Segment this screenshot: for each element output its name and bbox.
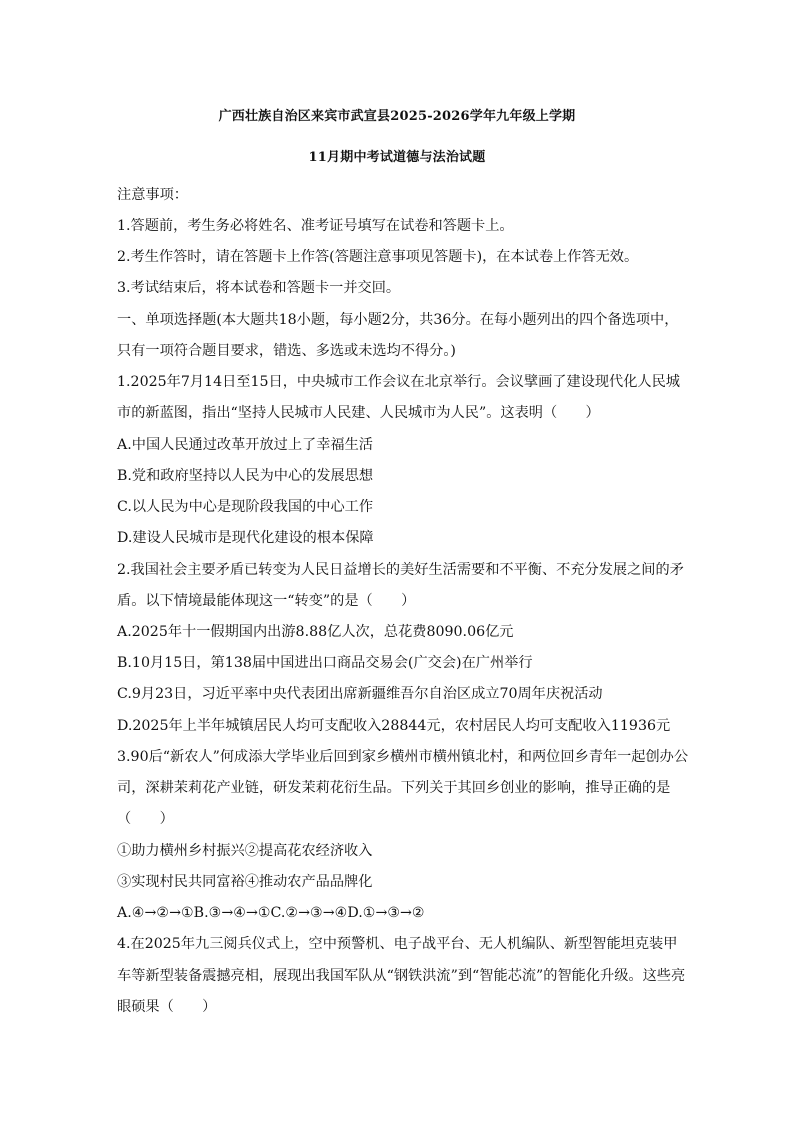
question-1-option-d: D.建设人民城市是现代化建设的根本保障 (117, 530, 374, 546)
question-3-options: A.④→②→①B.③→④→①C.②→③→④D.①→③→② (117, 905, 425, 921)
notice-heading: 注意事项： (117, 187, 188, 203)
question-2-option-c: C.9月23日，习近平率中央代表团出席新疆维吾尔自治区成立70周年庆祝活动 (117, 686, 603, 702)
notice-item: 2.考生作答时，请在答题卡上作答(答题注意事项见答题卡)，在本试卷上作答无效。 (117, 249, 639, 265)
section-intro-line: 只有一项符合题目要求，错选、多选或未选均不得分。) (117, 343, 456, 359)
notice-item: 3.考试结束后，将本试卷和答题卡一并交回。 (117, 280, 401, 296)
question-4-stem: 眼硕果（ ） (117, 999, 217, 1015)
exam-title-line-2: 11月期中考试道德与法治试题 (308, 150, 486, 165)
question-2-option-d: D.2025年上半年城镇居民人均可支配收入28844元，农村居民人均可支配收入11936元 (117, 718, 671, 734)
question-1-option-a: A.中国人民通过改革开放过上了幸福生活 (117, 437, 373, 453)
exam-title-line-1: 广西壮族自治区来宾市武宣县2025-2026学年九年级上学期 (218, 109, 576, 124)
question-3-stem: 司，深耕茉莉花产业链，研发茉莉花衍生品。下列关于其回乡创业的影响，推导正确的是 (117, 780, 671, 796)
question-3-items: ③实现村民共同富裕④推动农产品品牌化 (117, 874, 373, 890)
question-4-stem: 车等新型装备震撼亮相，展现出我国军队从“钢铁洪流”到“智能芯流”的智能化升级。这些亮 (117, 968, 686, 984)
question-3-items: ①助力横州乡村振兴②提高花农经济收入 (117, 843, 373, 859)
question-2-stem: 2.我国社会主要矛盾已转变为人民日益增长的美好生活需要和不平衡、不充分发展之间的矛 (117, 562, 684, 578)
question-1-stem: 市的新蓝图，指出“坚持人民城市人民建、人民城市为人民”。这表明（ ） (117, 405, 600, 421)
question-4-stem: 4.在2025年九三阅兵仪式上，空中预警机、电子战平台、无人机编队、新型智能坦克装甲 (117, 936, 678, 952)
notice-item: 1.答题前，考生务必将姓名、准考证号填写在试卷和答题卡上。 (117, 218, 514, 234)
question-2-stem: 盾。以下情境最能体现这一“转变”的是（ ） (117, 593, 416, 609)
question-3-stem: 3.90后“新农人”何成添大学毕业后回到家乡横州市横州镇北村，和两位回乡青年一起创办公 (117, 749, 689, 765)
question-1-option-b: B.党和政府坚持以人民为中心的发展思想 (117, 468, 374, 484)
question-3-stem: （ ） (117, 811, 174, 827)
question-1-option-c: C.以人民为中心是现阶段我国的中心工作 (117, 499, 374, 515)
section-intro-line: 一、单项选择题(本大题共18小题，每小题2分，共36分。在每小题列出的四个备选项中， (117, 312, 679, 328)
question-2-option-b: B.10月15日，第138届中国进出口商品交易会(广交会)在广州举行 (117, 655, 533, 671)
question-2-option-a: A.2025年十一假期国内出游8.88亿人次，总花费8090.06亿元 (117, 624, 514, 640)
question-1-stem: 1.2025年7月14日至15日，中央城市工作会议在北京举行。会议擘画了建设现代化人民城 (117, 374, 680, 390)
